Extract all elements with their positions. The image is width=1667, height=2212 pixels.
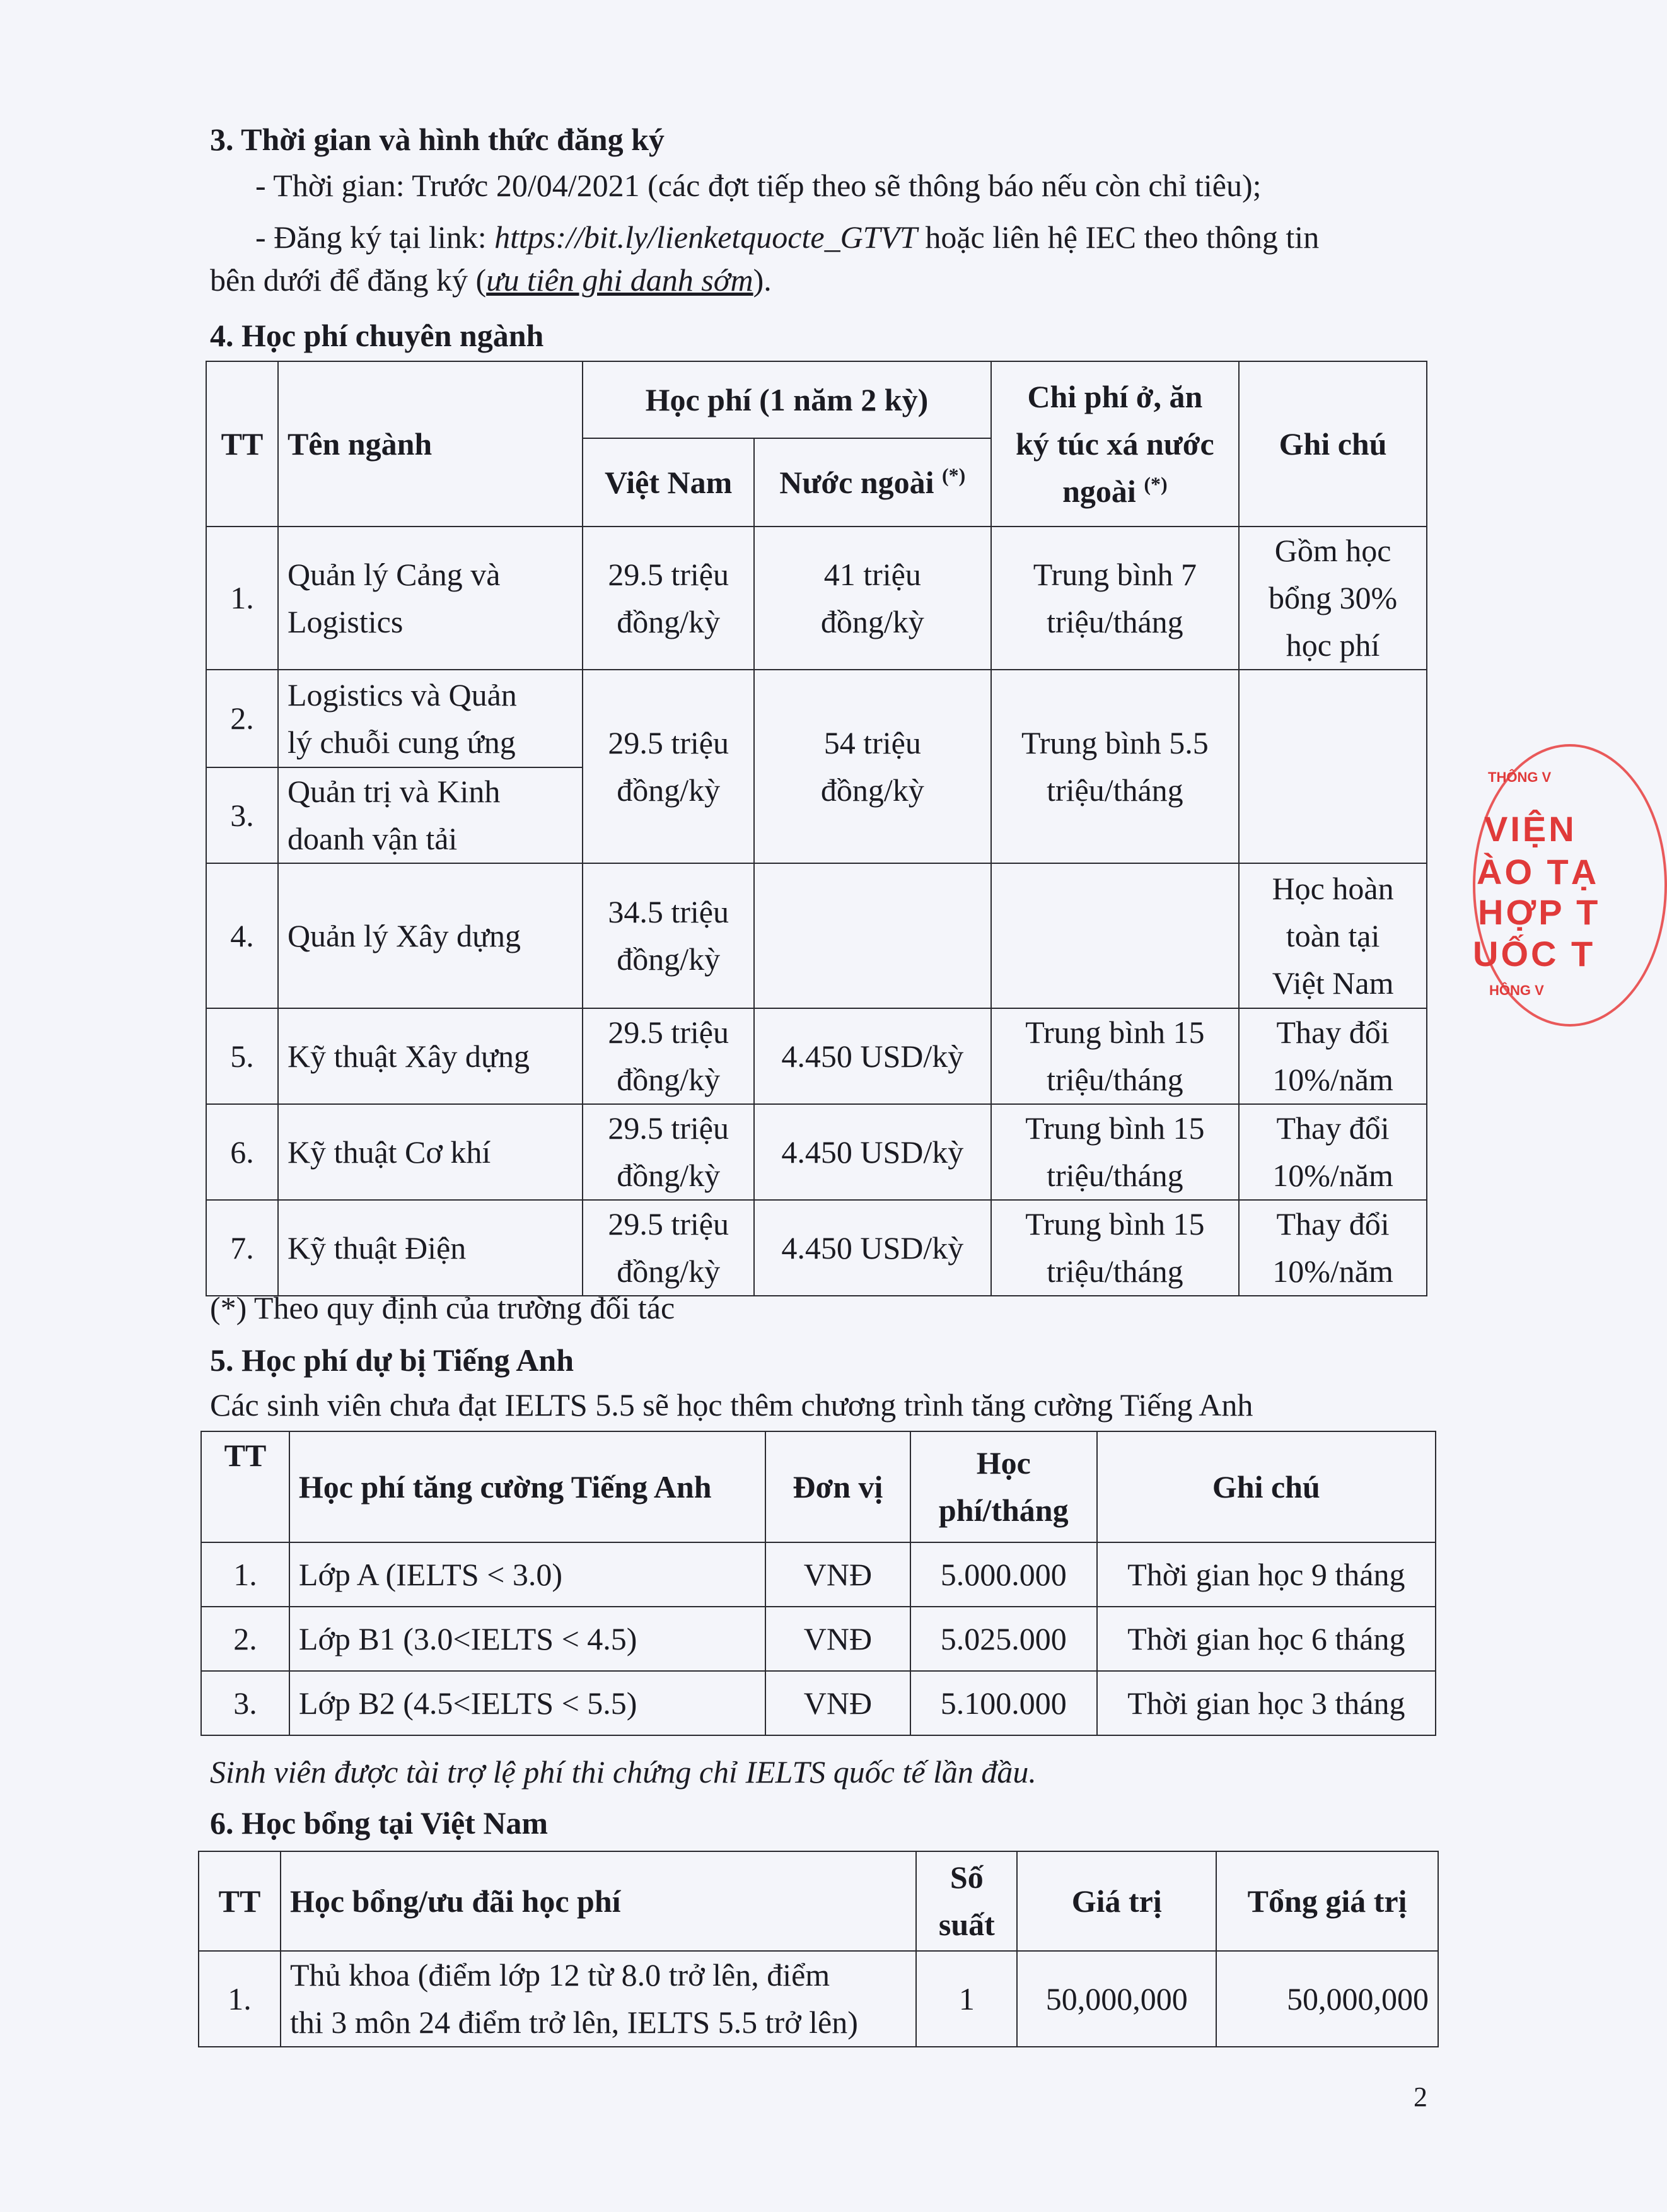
col-living-cost: Chi phí ở, ăn ký túc xá nước ngoài (*): [991, 361, 1240, 527]
table-row: 3. Lớp B2 (4.5<IELTS < 5.5) VNĐ 5.100.000 Thời gian học 3 tháng: [201, 1671, 1436, 1735]
stamp-line-3: HỢP T: [1478, 892, 1601, 932]
table-row: 3. Quản trị và Kinh doanh vận tải: [206, 767, 1427, 863]
col-note: Ghi chú: [1239, 361, 1427, 527]
table-row: 1. Thủ khoa (điểm lớp 12 từ 8.0 trở lên, điểm thi 3 môn 24 điểm trở lên, IELTS 5.5 trở lên) 1 50,000,000 50,000,000: [199, 1951, 1438, 2047]
english-tuition-table: [200, 1431, 1436, 1736]
partner-footnote: (*) Theo quy định của trường đối tác: [210, 1290, 675, 1325]
stamp-line-4: UỐC T: [1473, 934, 1596, 974]
col-note: Ghi chú: [1097, 1431, 1436, 1542]
section-3-heading: 3. Thời gian và hình thức đăng ký: [210, 122, 665, 157]
table-row: 1. Lớp A (IELTS < 3.0) VNĐ 5.000.000 Thời gian học 9 tháng: [201, 1542, 1436, 1607]
official-stamp: [1461, 744, 1601, 1022]
table-row: 7. Kỹ thuật Điện 29.5 triệu đồng/kỳ 4.450 USD/kỳ Trung bình 15 triệu/tháng Thay đổi 10%/năm: [206, 1200, 1427, 1296]
ielts-sponsor-note: Sinh viên được tài trợ lệ phí thi chứng chỉ IELTS quốc tế lần đầu.: [210, 1754, 1037, 1790]
col-english-fee: Học phí tăng cường Tiếng Anh: [289, 1431, 765, 1542]
table-row: 4. Quản lý Xây dựng 34.5 triệu đồng/kỳ Học hoàn toàn tại Việt Nam: [206, 863, 1427, 1008]
col-tuition: Học phí (1 năm 2 kỳ): [583, 361, 990, 438]
table-row: 6. Kỹ thuật Cơ khí 29.5 triệu đồng/kỳ 4.450 USD/kỳ Trung bình 15 triệu/tháng Thay đổi 10%/năm: [206, 1104, 1427, 1200]
registration-link-line: - Đăng ký tại link: https://bit.ly/lienketquocte_GTVT hoặc liên hệ IEC theo thông tin: [255, 219, 1320, 255]
col-tt: TT: [206, 361, 278, 527]
col-quota: Số suất: [916, 1851, 1017, 1951]
major-tuition-table: [206, 361, 1427, 1296]
english-intro: Các sinh viên chưa đạt IELTS 5.5 sẽ học thêm chương trình tăng cường Tiếng Anh: [210, 1387, 1253, 1423]
col-major-name: Tên ngành: [278, 361, 583, 527]
scholarship-table: [198, 1851, 1439, 2047]
registration-link[interactable]: https://bit.ly/lienketquocte_GTVT: [494, 219, 917, 255]
table-row: 2. Logistics và Quản lý chuỗi cung ứng 29.5 triệu đồng/kỳ 54 triệu đồng/kỳ Trung bình 5.5 triệu/tháng: [206, 670, 1427, 767]
col-total: Tổng giá trị: [1216, 1851, 1438, 1951]
stamp-line-1: VIỆN: [1484, 809, 1577, 849]
col-value: Giá trị: [1017, 1851, 1216, 1951]
stamp-line-2: ÀO TẠ: [1477, 852, 1600, 892]
col-scholarship: Học bổng/ưu đãi học phí: [281, 1851, 916, 1951]
section-5-heading: 5. Học phí dự bị Tiếng Anh: [210, 1342, 574, 1378]
stamp-top-text: THÔNG V: [1488, 769, 1552, 785]
col-tt: TT: [199, 1851, 281, 1951]
table-row: 2. Lớp B1 (3.0<IELTS < 4.5) VNĐ 5.025.000 Thời gian học 6 tháng: [201, 1607, 1436, 1671]
col-vietnam: Việt Nam: [583, 438, 754, 527]
section-6-heading: 6. Học bổng tại Việt Nam: [210, 1805, 549, 1841]
stamp-bottom-text: HÔNG V: [1489, 982, 1544, 998]
registration-note-line: bên dưới để đăng ký (ưu tiên ghi danh sớm).: [210, 262, 772, 298]
col-unit: Đơn vị: [765, 1431, 910, 1542]
registration-time: - Thời gian: Trước 20/04/2021 (các đợt tiếp theo sẽ thông báo nếu còn chỉ tiêu);: [255, 168, 1262, 203]
early-registration-note: ưu tiên ghi danh sớm: [486, 262, 753, 298]
table-row: 5. Kỹ thuật Xây dựng 29.5 triệu đồng/kỳ 4.450 USD/kỳ Trung bình 15 triệu/tháng Thay đổi 10%/năm: [206, 1008, 1427, 1104]
col-monthly-fee: Học phí/tháng: [910, 1431, 1097, 1542]
page-number: 2: [1414, 2081, 1427, 2112]
col-tt: TT: [201, 1431, 289, 1542]
table-row: 1. Quản lý Cảng và Logistics 29.5 triệu đồng/kỳ 41 triệu đồng/kỳ Trung bình 7 triệu/tháng Gồm học bổng 30% học phí: [206, 527, 1427, 670]
section-4-heading: 4. Học phí chuyên ngành: [210, 318, 544, 353]
col-foreign: Nước ngoài (*): [754, 438, 991, 527]
